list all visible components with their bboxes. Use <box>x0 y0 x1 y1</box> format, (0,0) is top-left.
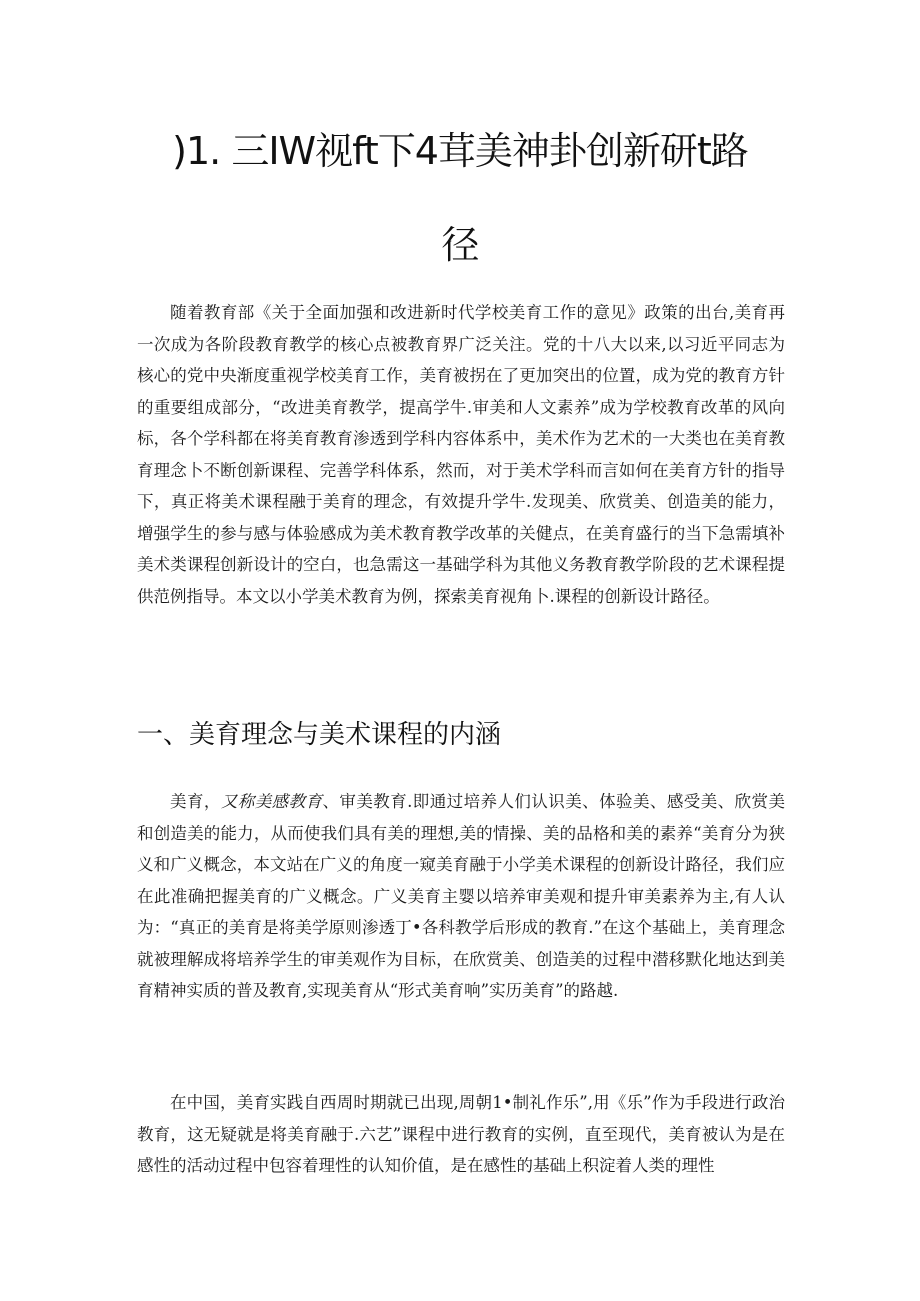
paragraph-2-body: 、审美教育.即通过培养人们认识美、体验美、感受美、欣赏美和创造美的能力，从而使我们具有美的理想,美的情操、美的品格和美的素养“美育分为狭义和广义概念，本文站在广义的角度一窥美育融于小学美术课程的创新设计路径，我们应在此准确把握美育的广义概念。广义美育主婴以培养审美观和提升审美素养为主,有人认为：“真正的美育是将美学原则渗透丁•各科教学后形成的教育.”在这个基础上，美育理念就被理解成将培养学生的审美观作为目标，在欣赏美、创造美的过程中潜移默化地达到美育精神实质的普及教育,实现美育从“形式美育响”实历美育”的路越. <box>137 792 785 1000</box>
section-heading-1: 一、美育理念与美术课程的内涵 <box>137 720 502 750</box>
paragraph-2-lead: 美育， <box>170 792 221 811</box>
intro-paragraph: 随着教育部《关于全面加强和改进新时代学校美育工作的意见》政策的出台,美育再一次成为各阶段教育教学的核心点被教育界广泛关注。党的十八大以来,以习近平同志为核心的党中央渐度重视学校美育工作，美育被拐在了更加突出的位置，成为党的教育方针的重要组成部分，“改进美育教学，提高学牛.审美和人文素养”成为学校教育改革的风向标，各个学科都在将美育教育渗透到学科内容体系中，美术作为艺术的一大类也在美育教育理念卜不断创新课程、完善学科体系，然而，对于美术学科而言如何在美育方针的指导下，真正将美术课程融于美育的理念，有效提升学牛.发现美、欣赏美、创造美的能力，增强学生的参与感与体验感成为美术教育教学改革的关健点，在美育盛行的当下急需填补美术类课程创新设计的空白，也急需这一基础学科为其他义务教育教学阶段的艺术课程提供范例指导。本文以小学美术教育为例，探索美育视角卜.课程的创新设计路径。 <box>137 303 785 606</box>
document-title-line-1: )1. 三IW视ft下4茸美神卦创新研t路 <box>172 129 748 173</box>
section-1-paragraph-2: 在中国，美育实践自西周时期就已出现,周朝1•制礼作乐”,用《乐”作为手段进行政治教育，这无疑就是将美育融于.六艺”课程中进行教育的实例，直至现代，美育被认为是在感性的活动过程中包容着理性的认知价值，是在感性的基础上积淀着人类的理性 <box>137 1093 785 1175</box>
paragraph-2-italic-phrase: 又称美感教育 <box>220 792 323 811</box>
section-1-paragraph-1 <box>137 786 785 1007</box>
document-title-line-2: 径 <box>441 223 479 267</box>
